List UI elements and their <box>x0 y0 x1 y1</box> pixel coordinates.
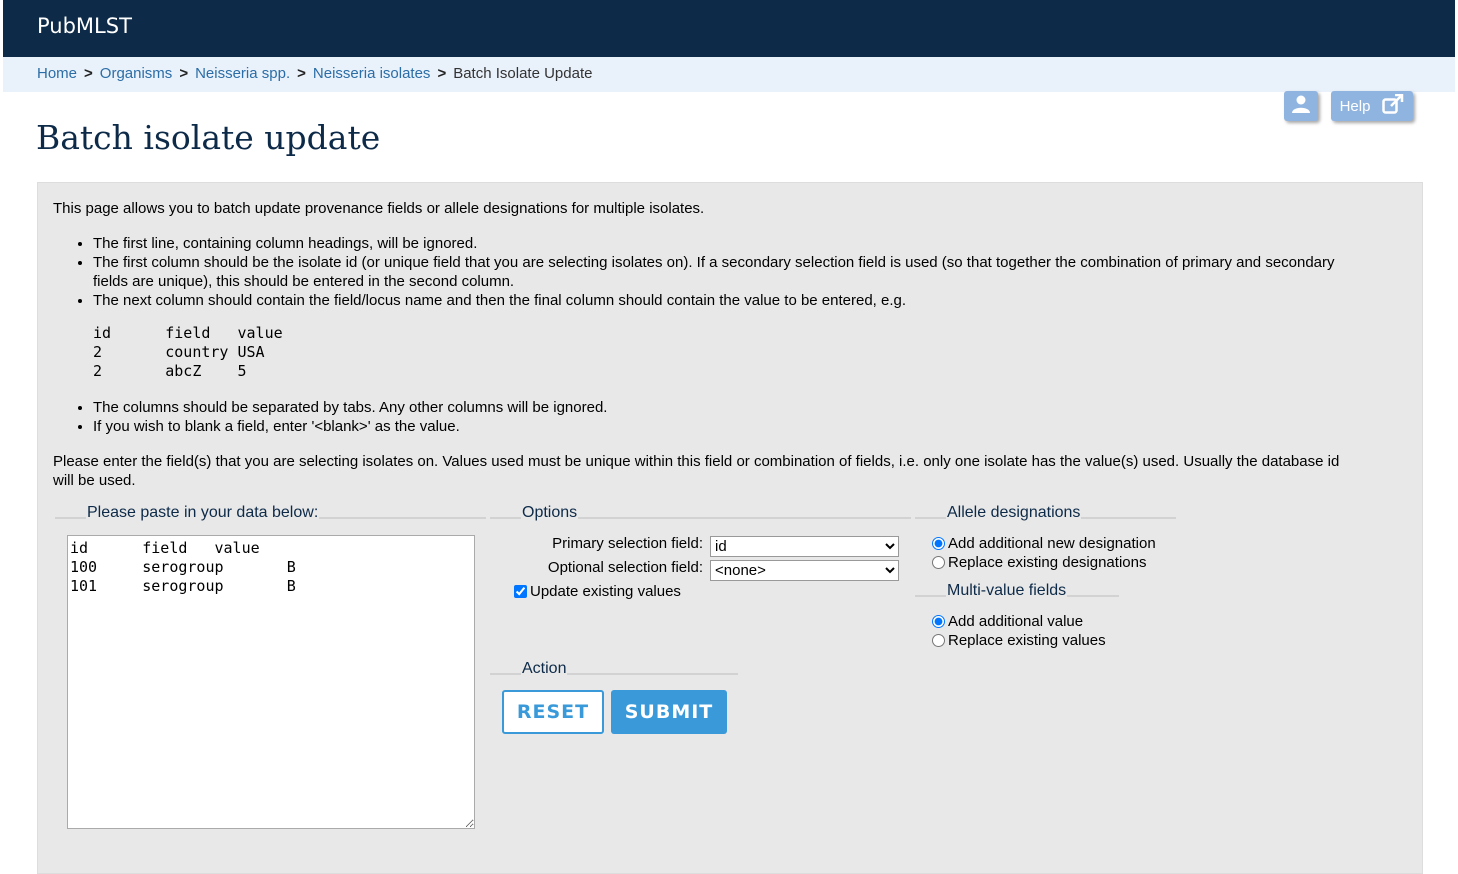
reset-button[interactable]: RESET <box>502 690 604 734</box>
multi-add-radio[interactable] <box>932 615 945 628</box>
list-item: • The next column should contain the field/locus name and then the final column should contain the value to be entered, e.g. <box>93 291 1363 310</box>
optional-selection-label: Optional selection field: <box>547 559 703 576</box>
breadcrumb-organisms[interactable]: Organisms <box>99 65 173 82</box>
breadcrumb-separator: > <box>84 65 93 82</box>
breadcrumb <box>3 57 1455 92</box>
breadcrumb-separator: > <box>297 65 306 82</box>
multi-add-option[interactable] <box>932 613 1083 630</box>
list-item: • The first column should be the isolate id (or unique field that you are selecting isolates on). If a secondary selection field is used (so that together the combination of primary and secondary fields are unique), this should be entered in the second column. <box>93 253 1363 291</box>
primary-selection-select[interactable] <box>710 536 899 557</box>
intro-text: This page allows you to batch update provenance fields or allele designations for multiple isolates. <box>53 200 705 217</box>
selection-info-text: Please enter the field(s) that you are selecting isolates on. Values used must be unique within this field or combination of fields, i.e. only one isolate has the value(s) used. Usually the database id will be used. <box>53 453 1340 489</box>
external-link-icon <box>1382 94 1404 118</box>
breadcrumb-neisseria-isolates[interactable]: Neisseria isolates <box>312 65 431 82</box>
data-textarea[interactable] <box>67 535 475 829</box>
submit-button[interactable]: SUBMIT <box>611 690 727 734</box>
help-label: Help <box>1339 97 1371 115</box>
action-legend: Action <box>522 660 567 677</box>
update-existing-label: Update existing values <box>530 583 681 600</box>
breadcrumb-home[interactable]: Home <box>37 65 78 82</box>
allele-replace-label: Replace existing designations <box>948 554 1147 571</box>
site-brand[interactable]: PubMLST <box>37 14 132 38</box>
update-existing-option[interactable] <box>514 583 681 600</box>
primary-selection-label: Primary selection field: <box>552 535 703 552</box>
main-panel <box>37 182 1423 874</box>
breadcrumb-neisseria-spp[interactable]: Neisseria spp. <box>195 65 291 82</box>
list-item: • The first line, containing column headings, will be ignored. <box>93 234 1363 253</box>
list-item: • If you wish to blank a field, enter '<blank>' as the value. <box>93 417 1363 436</box>
account-button[interactable] <box>1284 91 1318 121</box>
top-navbar <box>3 0 1455 57</box>
page-title: Batch isolate update <box>36 118 381 157</box>
user-icon <box>1291 94 1311 118</box>
breadcrumb-separator: > <box>437 65 447 82</box>
multi-replace-radio[interactable] <box>932 634 945 647</box>
instruction-list-2 <box>53 398 1363 436</box>
multi-replace-label: Replace existing values <box>948 632 1106 649</box>
breadcrumb-current: Batch Isolate Update <box>453 65 593 82</box>
update-existing-checkbox[interactable] <box>514 585 527 598</box>
multi-legend: Multi-value fields <box>947 582 1067 599</box>
optional-selection-select[interactable] <box>710 560 899 581</box>
data-legend: Please paste in your data below: <box>87 504 319 521</box>
list-item: • The columns should be separated by tabs. Any other columns will be ignored. <box>93 398 1363 417</box>
breadcrumb-separator: > <box>179 65 189 82</box>
allele-add-label: Add additional new designation <box>948 535 1156 552</box>
instruction-list <box>53 234 1363 310</box>
allele-replace-option[interactable] <box>932 554 1146 571</box>
allele-legend: Allele designations <box>947 504 1081 521</box>
multi-replace-option[interactable] <box>932 632 1106 649</box>
allele-add-option[interactable] <box>932 535 1156 552</box>
help-button[interactable] <box>1331 91 1413 121</box>
allele-add-radio[interactable] <box>932 537 945 550</box>
example-block: id field value 2 country USA 2 abcZ 5 <box>93 324 283 380</box>
options-legend: Options <box>522 504 578 521</box>
multi-add-label: Add additional value <box>948 613 1084 630</box>
allele-replace-radio[interactable] <box>932 556 945 569</box>
